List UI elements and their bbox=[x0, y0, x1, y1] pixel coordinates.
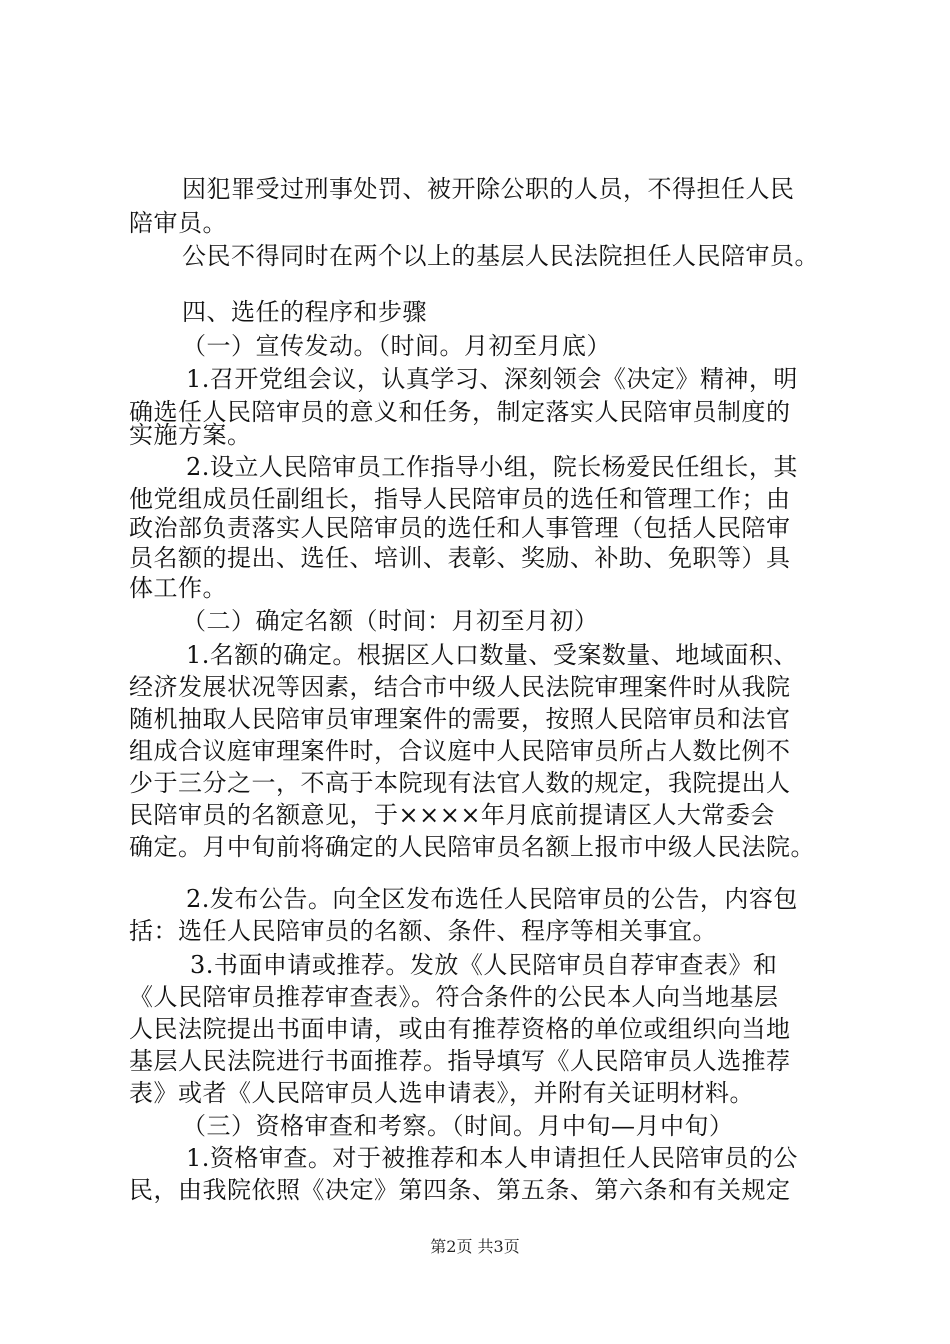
paragraph-line: 人民法院提出书面申请，或由有推荐资格的单位或组织向当地 bbox=[129, 1015, 791, 1043]
section-heading: 四、选任的程序和步骤 bbox=[182, 298, 427, 326]
paragraph-line: 3.书面申请或推荐。发放《人民陪审员自荐审查表》和 bbox=[190, 951, 778, 979]
paragraph-line: 经济发展状况等因素，结合市中级人民法院审理案件时从我院 bbox=[129, 673, 791, 701]
paragraph-line: 少于三分之一，不高于本院现有法官人数的规定，我院提出人 bbox=[129, 769, 791, 797]
paragraph-line: 随机抽取人民陪审员审理案件的需要，按照人民陪审员和法官 bbox=[129, 705, 791, 733]
paragraph-line: 民陪审员的名额意见，于××××年月底前提请区人大常委会 bbox=[129, 801, 775, 829]
subsection-heading: （三）资格审查和考察。（时间。月中旬—月中旬） bbox=[182, 1112, 734, 1140]
paragraph-line: 《人民陪审员推荐审查表》。符合条件的公民本人向当地基层 bbox=[129, 983, 779, 1011]
paragraph-line: 员名额的提出、选任、培训、表彰、奖励、补助、免职等）具 bbox=[129, 544, 791, 572]
paragraph-line: 1.召开党组会议，认真学习、深刻领会《决定》精神，明 bbox=[186, 365, 798, 393]
paragraph-line: 括：选任人民陪审员的名额、条件、程序等相关事宜。 bbox=[129, 917, 717, 945]
paragraph-line: 因犯罪受过刑事处罚、被开除公职的人员，不得担任人民 bbox=[182, 175, 795, 203]
paragraph-line: 陪审员。 bbox=[129, 209, 227, 237]
paragraph-line: 政治部负责落实人民陪审员的选任和人事管理（包括人民陪审 bbox=[129, 514, 791, 542]
paragraph-line: 确选任人民陪审员的意义和任务，制定落实人民陪审员制度的 bbox=[129, 398, 791, 426]
subsection-heading: （一）宣传发动。（时间。月初至月底） bbox=[182, 332, 611, 360]
paragraph-line: 2.发布公告。向全区发布选任人民陪审员的公告，内容包 bbox=[186, 885, 798, 913]
paragraph-line: 实施方案。 bbox=[129, 421, 252, 449]
paragraph-line: 1.名额的确定。根据区人口数量、受案数量、地域面积、 bbox=[186, 641, 798, 669]
paragraph-line: 1.资格审查。对于被推荐和本人申请担任人民陪审员的公 bbox=[186, 1144, 798, 1172]
paragraph-line: 确定。月中旬前将确定的人民陪审员名额上报市中级人民法院。 bbox=[129, 833, 815, 861]
page-number-footer: 第2页 共3页 bbox=[430, 1237, 520, 1256]
paragraph-line: 表》或者《人民陪审员人选申请表》，并附有关证明材料。 bbox=[129, 1079, 754, 1107]
paragraph-line: 民，由我院依照《决定》第四条、第五条、第六条和有关规定 bbox=[129, 1176, 791, 1204]
paragraph-line: 基层人民法院进行书面推荐。指导填写《人民陪审员人选推荐 bbox=[129, 1047, 791, 1075]
subsection-heading: （二）确定名额（时间：月初至月初） bbox=[182, 607, 599, 635]
paragraph-line: 组成合议庭审理案件时，合议庭中人民陪审员所占人数比例不 bbox=[129, 737, 791, 765]
paragraph-line: 2.设立人民陪审员工作指导小组，院长杨爱民任组长，其 bbox=[186, 453, 798, 481]
paragraph-line: 体工作。 bbox=[129, 574, 227, 602]
paragraph-line: 公民不得同时在两个以上的基层人民法院担任人民陪审员。 bbox=[182, 242, 819, 270]
paragraph-line: 他党组成员任副组长，指导人民陪审员的选任和管理工作；由 bbox=[129, 485, 791, 513]
